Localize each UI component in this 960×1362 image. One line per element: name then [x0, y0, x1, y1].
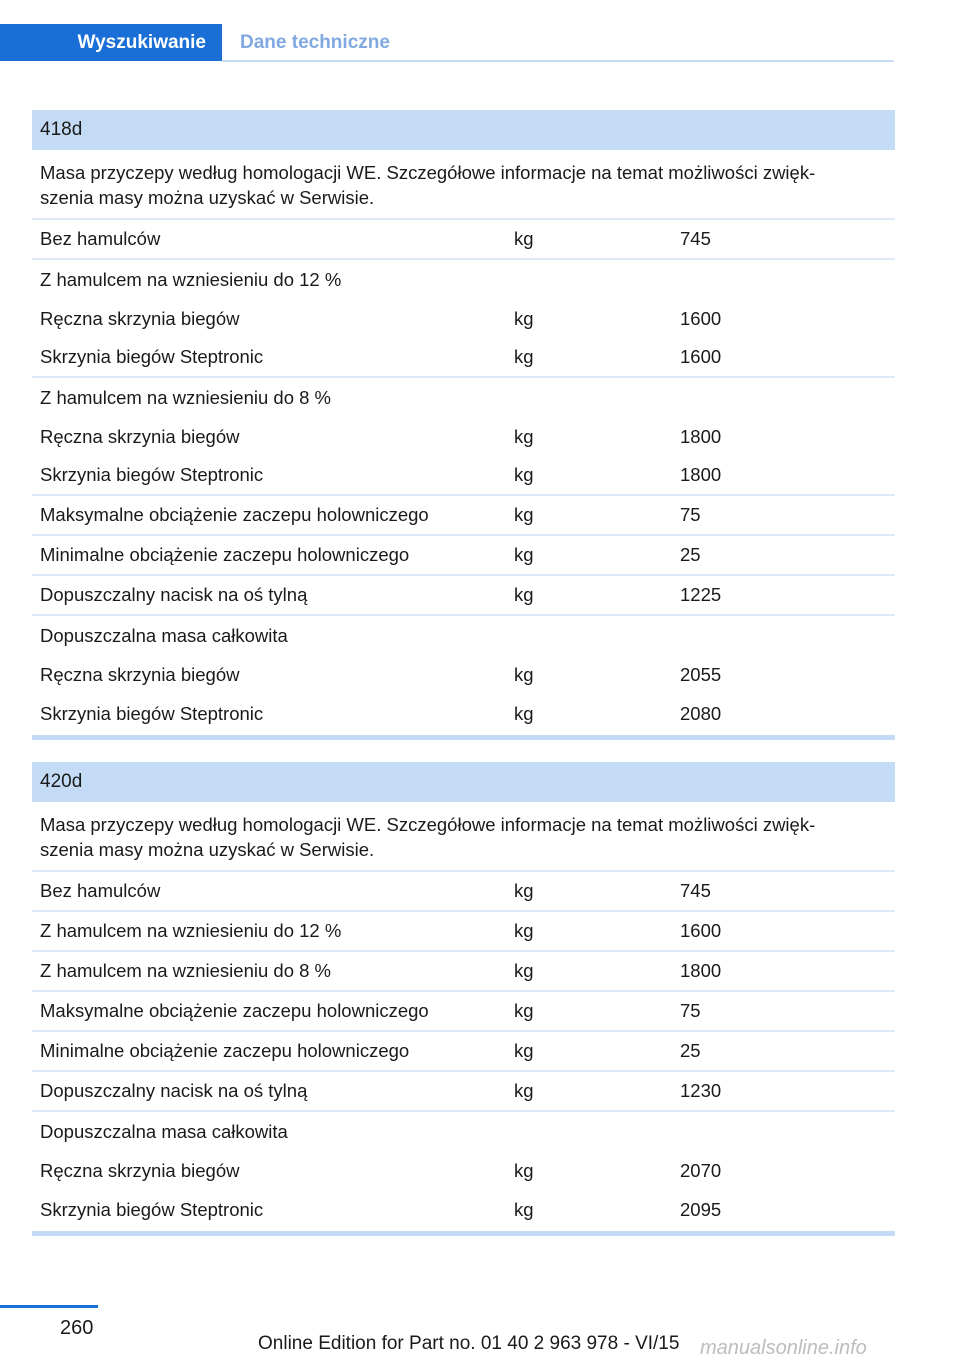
table-title: 420d — [32, 762, 895, 802]
row-unit: kg — [514, 920, 534, 941]
row-unit: kg — [514, 880, 534, 901]
table-row — [32, 1190, 895, 1229]
row-label: Maksymalne obciążenie zaczepu holowniczego — [40, 504, 429, 525]
row-value: 1800 — [680, 425, 722, 447]
note-line: szenia masy można uzyskać w Serwisie. — [40, 187, 375, 208]
row-label: Minimalne obciążenie zaczepu holowniczego — [40, 1040, 410, 1061]
row-label: Skrzynia biegów Steptronic — [40, 346, 264, 367]
row-value: 1230 — [680, 1080, 722, 1101]
table-row — [32, 1072, 895, 1112]
row-label: Ręczna skrzynia biegów — [40, 307, 240, 329]
row-value: 25 — [680, 1040, 701, 1061]
tab-divider — [222, 60, 894, 62]
table-row — [32, 694, 895, 733]
section-tabbar — [0, 24, 894, 62]
row-label: Dopuszczalna masa całkowita — [40, 1120, 288, 1142]
spec-table-418d — [32, 110, 895, 740]
table-row — [32, 576, 895, 616]
row-label: Ręczna skrzynia biegów — [40, 425, 240, 447]
page-number-rule — [0, 1305, 98, 1308]
row-unit: kg — [514, 960, 534, 981]
row-value: 1225 — [680, 584, 722, 605]
row-value: 745 — [680, 880, 711, 901]
row-value: 2080 — [680, 702, 722, 724]
row-value: 2055 — [680, 663, 722, 685]
row-label: Maksymalne obciążenie zaczepu holowniczego — [40, 1000, 429, 1021]
row-label: Z hamulcem na wzniesieniu do 8 % — [40, 386, 332, 408]
table-title: 418d — [32, 110, 895, 150]
spec-table-420d — [32, 762, 895, 1236]
note-line: szenia masy można uzyskać w Serwisie. — [40, 839, 375, 860]
row-label: Skrzynia biegów Steptronic — [40, 464, 264, 485]
table-note — [32, 802, 895, 872]
table-row — [32, 456, 895, 496]
row-value: 2070 — [680, 1159, 722, 1181]
row-unit: kg — [514, 425, 534, 447]
table-note — [32, 150, 895, 220]
row-unit: kg — [514, 1000, 534, 1021]
row-value: 1600 — [680, 920, 722, 941]
row-value: 1800 — [680, 464, 722, 485]
row-value: 1800 — [680, 960, 722, 981]
table-end-rule — [32, 735, 895, 740]
note-line: Masa przyczepy według homologacji WE. Szczegółowe informacje na temat możliwości zwięk- — [40, 162, 816, 183]
row-unit: kg — [514, 702, 534, 724]
row-unit: kg — [514, 1198, 534, 1220]
row-unit: kg — [514, 1040, 534, 1061]
table-row — [32, 417, 895, 456]
page-number: 260 — [60, 1317, 94, 1339]
row-label: Bez hamulców — [40, 880, 161, 901]
row-unit: kg — [514, 228, 534, 249]
table-row — [32, 536, 895, 576]
row-unit: kg — [514, 464, 534, 485]
table-row — [32, 1032, 895, 1072]
row-label: Minimalne obciążenie zaczepu holowniczego — [40, 544, 410, 565]
table-row — [32, 912, 895, 952]
row-label: Skrzynia biegów Steptronic — [40, 702, 264, 724]
table-row — [32, 299, 895, 338]
row-label: Dopuszczalna masa całkowita — [40, 624, 288, 646]
row-label: Ręczna skrzynia biegów — [40, 663, 240, 685]
table-row — [32, 952, 895, 992]
row-unit: kg — [514, 1080, 534, 1101]
table-row-group-heading — [32, 378, 895, 417]
row-value: 75 — [680, 1000, 701, 1021]
row-value: 75 — [680, 504, 701, 525]
row-label: Dopuszczalny nacisk na oś tylną — [40, 584, 308, 605]
row-label: Ręczna skrzynia biegów — [40, 1159, 240, 1181]
table-row — [32, 338, 895, 378]
row-value: 1600 — [680, 307, 722, 329]
watermark: manualsonline.info — [700, 1337, 867, 1359]
row-label: Z hamulcem na wzniesieniu do 12 % — [40, 920, 342, 941]
edition-footer: Online Edition for Part no. 01 40 2 963 978 - VI/15 — [258, 1333, 680, 1354]
row-unit: kg — [514, 663, 534, 685]
table-row — [32, 220, 895, 260]
table-row-group-heading — [32, 616, 895, 655]
row-label: Bez hamulców — [40, 228, 161, 249]
row-value: 1600 — [680, 346, 722, 367]
tab-wyszukiwanie[interactable]: Wyszukiwanie — [0, 24, 222, 61]
row-unit: kg — [514, 584, 534, 605]
row-value: 25 — [680, 544, 701, 565]
row-unit: kg — [514, 1159, 534, 1181]
row-unit: kg — [514, 504, 534, 525]
table-row — [32, 655, 895, 694]
row-label: Z hamulcem na wzniesieniu do 8 % — [40, 960, 332, 981]
row-unit: kg — [514, 307, 534, 329]
table-row — [32, 1151, 895, 1190]
row-unit: kg — [514, 544, 534, 565]
row-value: 745 — [680, 228, 711, 249]
table-row — [32, 496, 895, 536]
tab-dane-techniczne[interactable]: Dane techniczne — [240, 31, 390, 53]
row-label: Dopuszczalny nacisk na oś tylną — [40, 1080, 308, 1101]
row-value: 2095 — [680, 1198, 722, 1220]
row-label: Skrzynia biegów Steptronic — [40, 1198, 264, 1220]
table-end-rule — [32, 1231, 895, 1236]
table-row-group-heading — [32, 1112, 895, 1151]
table-row-group-heading — [32, 260, 895, 299]
row-unit: kg — [514, 346, 534, 367]
table-row — [32, 872, 895, 912]
row-label: Z hamulcem na wzniesieniu do 12 % — [40, 268, 342, 290]
note-line: Masa przyczepy według homologacji WE. Szczegółowe informacje na temat możliwości zwięk- — [40, 814, 816, 835]
table-row — [32, 992, 895, 1032]
